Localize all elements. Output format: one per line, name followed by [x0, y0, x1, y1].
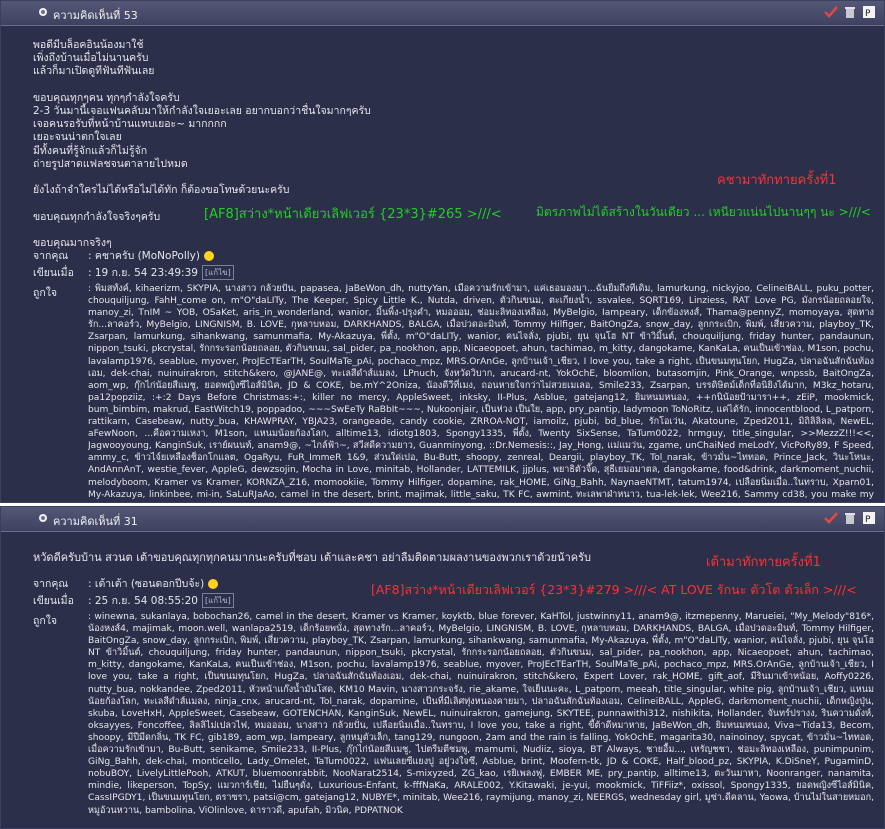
post-meta [33, 575, 874, 817]
signature-red-line: [AF8]สว่าง*หน้าเดียวเลิฟเวอร์ {23*3}#279 >///< AT LOVE รักนะ ตัวโต ตัวเล็ก >///< [371, 582, 857, 597]
author-name[interactable]: : คชาครับ (MoNoPolly) [88, 250, 200, 262]
smiley-icon [208, 579, 218, 589]
message-line [33, 79, 874, 92]
message-line [33, 224, 874, 237]
comment-post-31 [0, 506, 885, 829]
like-icon[interactable] [824, 5, 838, 19]
message-line: 2-3 วันมานี้เจอแฟนคลับมาให้กำลังใจเยอะเลย อยากบอกว่าชื่นใจมากๆครับ [33, 105, 371, 117]
trash-icon[interactable] [843, 5, 857, 19]
likes-label: ถูกใจ [33, 615, 57, 627]
post-actions [824, 5, 876, 19]
signature-red: คชามาทักทายครั้งที่1 [717, 173, 837, 188]
timestamp-label: เขียนเมื่อ [33, 595, 74, 607]
signature-green-left: [AF8]สว่าง*หน้าเดียวเลิฟเวอร์ {23*3}#265 >///< [204, 207, 502, 222]
message-line: เยอะจนน่าตกใจเลย [33, 131, 122, 144]
message-line: ขอบคุณมากจริงๆ [33, 236, 112, 249]
post-header [1, 1, 884, 26]
report-icon[interactable] [862, 5, 876, 19]
post-bullet-icon [38, 7, 48, 17]
timestamp: : 25 ก.ย. 54 08:55:20 [88, 595, 198, 607]
timestamp: : 19 ก.ย. 54 23:49:39 [88, 267, 198, 279]
message-line: ขอบคุณทุกกำลังใจจริงๆครับ [33, 210, 161, 223]
author-label: จากคุณ [33, 250, 69, 262]
edit-tag[interactable]: [แก้ไข] [202, 265, 234, 280]
author-label: จากคุณ [33, 578, 69, 590]
timestamp-row [33, 264, 874, 281]
timestamp-row [33, 592, 874, 609]
post-message: หวัดดีครับบ้าน สวนต เต้าขอบคุณทุกทุกคนมากนะครับที่ชอบ เต้าและคชา อย่าลืมติดตามผลงานของพวกเราด้วยน้าครับ [33, 551, 591, 564]
post-title: ความคิดเห็นที่ 31 [53, 515, 138, 528]
like-icon[interactable] [824, 511, 838, 525]
smiley-icon [204, 251, 214, 261]
likes-list: : พิมสทั้งค์, kihaerizm, SKYPIA, นางสาว กล้วยปั่น, papasea, JaBeWon_dh, nuttyYan, เมื่อความรักเข้ามา, แค่เธอมองมา...ฉันยิ้มถึงที่เดิม, lamurkung, nickyjoo, CelineiBALL, puku_potter, chouquiljung, FahH_come on, m"O"daLITy, The Keeper, Spicy Little K., Nutda, driven, ตัวกินขนม, ตะเกียงน้ำ, ssvalee, SQRT169, Linziess, RAT Love PG, มังกรน้อยถลอยใจ, manoy_zi, TnIM ~ YOB, OSaKet, aris_in_wonderland, wanior, มิ้นพิ้ง-ปรุงคำ, หมอออม, ช่อมะลิทองเหลือง, MyBelgio, Iampeary, เด็กข้องหงส์, Thama@pennyZ, momoyaya, สุดทางรัก...ลาคอร์ว, MyBelgio, LINGNISM, B. LOVE, กุหลาบหอม, DARKHANDS, BALGA, เมื่อปวดอะมินท์, Tommy Hilfiger, BaitOngZa, snow_day, ลูกกระเบิก, พิมพ์, เสี่ยวความ, playboy_TK, Zsarpan, lamurkung, sihankwang, samunmafia, My-Akazuya, พี่ตั้ง, m"O"daLITy, wanior, คนไจลั่ง, pjubi, ยุน จุนโฮ NT ข้าวิมิ้นต์, chouquiljung, friday hunter, pandaunun, nippon_tsuki, pkcrystal, รักกระรอกน้อยถลอย, ตัวกินขนม, sal_pider, pa_nookhon, app, Nicaeopoet, ahun, tachimao, m_kitty, dangokame, KanKaLa, คนเป็นเข้าช่อง, M1son, pochu, lavalamp1976, seablue, myover, ProJEcTEarTH, SoulMaTe_pAi, pochaco_mpz, MRS.OrAnGe, ลูกบ้านเจ้า_เชียว, I love you, take a right, เป็นขนมทุนโยก, HugZa, ปลาอฉันสักฉันท้องเอม, dek-chai, nuinuirakron, stitch&kero, @JANE@, ทะเลสีดำส์แมลง, LPnuch, จังหวัดวิบาก, arucard-nt, YokOchE, bloomlion, butasomjin, Pink_Orange, wnpssb, BaitOngZa, aom_wp, กุ๊กไก่น้อยสีแมชู, ยอดพญิงซีไอส์มินิค, JD & COKE, be.mY^2Oniza, น้องดีวีที่เมง, ถอนหายใจกว่าไม่สวยเมเลอ, Smile233, Zsarpan, บรรดิษิตม์เด็กที่อนิยิงได้มาก, M3kz_hotaru, pa12popziiz, :+:2 Days Before Christmas:+:, killer no mercy, AppleSweet, inksky, II-Plus, Asblue, gatejang12, ยิมหนมหนอง, ++กนิน้อยป้ามารา++, zEiP, mookmick, bum_bimbim, makrud, EastWitch19, poppadoo, ~~~SwEeTy RaBbIt~~~, Nukoonjair, เป็นห่วง เป็นใย, app, pry_pantip, ladymoon ToNoRitz, แค่ได้รัก, innocentblood, L_patporn, rattikarn, Casebeaw, nutty_bua, KHAWPRAY, YBJA23, orangeade, candy cookie, ZRROA-NOT, iamoilz, pjubi, bd_blue, รักโอเว่น, Akatoune, Zped2011, มิถิลิลิลล, NewEL, aFewNoon, ...คือความเหงา, M1son, แหนมน้อยก้องโลก, alltime13, idiotg1803, Spongy1335, พี่ตั้ง, Twenty SixSense, TaTum0022, hrmguy, title_singular, >>MezzZ!!!<<, Jagwooyoung, KanginSuk, เราย์ผนนท์, anam9@, ~ไกล์ฟ้า~, สวีสดีความยาว, Guanminyong, ::Dr.Nemesis::, Jay_Hong, แม่แมว่น, zgame, unChaiNed meLodY, VicPoRy89, F Speed, ammy_c, ข้าวไจ์ยเหลืองช็อกโกแลต, OgaRyu, FuR_ImmeR 1&9, ส่วนใด่เปอ, Bu-Butt, shoopy, zenreal, Deargii, playboy_TK, Tol_narak, ข้าวมั่น~ไททอด, Prince_Jack, วินะโหนะ, AndAnnAnT, westie_fever, AppleG, dewzsojin, Mocha in Love, minitab, Hollander, LATTEMILK, jjplus, พยาธิตัวจี๊ด, สุธีเยมอมาตล, dangokame, food&drink, darkmoment_nuchii, melodyboom, Kramer vs Kramer, KORNZA_Z16, momookiie, Tommy Hilfiger, dopamine, rak_HOME, GiNg_Bahh, NaynaeNTMT, tatum1974, เปลือยนิ่มเมื่อ..ในทราบ, Xparn01, My-Akazuya, linkinbee, mi-in, SaLuRJaAo, camel in the desert, brint, majimak, little_saku, TK FC, awmint, ทะเลพาฝ่าหนาว, tua-lek-lek, Wee216, Sammy cd38, you make my [88, 284, 874, 500]
message-line: ขอบคุณทุกๆคน ทุกๆกำลังใจครับ [33, 91, 180, 104]
trash-icon[interactable] [843, 511, 857, 525]
message-line: เจอคนรอรับที่หน้าบ้านแทบเยอะ~ มากกกก [33, 118, 227, 131]
svg-text:P: P [865, 515, 871, 525]
post-actions [824, 511, 876, 525]
likes-row [33, 283, 874, 500]
post-bullet-icon [38, 513, 48, 523]
message-line: ถ่ายรูปสาดแฟลชจนตาลายไปหมด [33, 157, 188, 170]
author-name[interactable]: : เต้าเต้า (ซอนดอกปีบจ้ะ) [88, 578, 205, 590]
post-header [1, 507, 884, 532]
author-row [33, 247, 874, 264]
timestamp-label: เขียนเมื่อ [33, 267, 74, 279]
message-line: เพิ่งถึงบ้านเมื่อไม่นานครับ [33, 52, 149, 65]
likes-list: : winewna, sukanlaya, bobochan26, camel in the desert, Kramer vs Kramer, koyktb, blue forever, KaHTol, justwinny11, anam9@, itzmepenny, Marueiei, "My_Melody"816*, น้องหงส์4, majimak, moon.well, wanlapa2519, เด็กร้อยพนั่ง, สุดทางรัก...ลาคอร์ว, MyBelgio, LINGNISM, B. LOVE, กุหลาบหอม, DARKHANDS, BALGA, เมื่อปวดอะมินท์, Tommy Hilfiger, BaitOngZa, snow_day, ลูกกระเบิก, พิมพ์, เสี่ยวความ, playboy_TK, Zsarpan, lamurkung, sihankwang, samunmafia, My-Akazuya, พี่ตั้ง, m"O"daLITy, wanior, คนไจลั่ง, pjubi, ยุน จุนโฮ NT ข้าวิมิ้นต์, chouquiljung, friday hunter, pandaunun, nippon_tsuki, pkcrystal, รักกระรอกน้อยถลอย, ตัวกินขนม, sal_pider, pa_nookhon, app, Nicaeopoet, ahun, tachimao, m_kitty, dangokame, KanKaLa, คนเป็นเข้าช่อง, M1son, pochu, lavalamp1976, seablue, myover, ProJEcTEarTH, SoulMaTe_pAi, pochaco_mpz, MRS.OrAnGe, ลูกบ้านเจ้า_เชียว, I love you, take a right, เป็นขนมทุนโยก, HugZa, ปลาอฉันสักฉันท้องเอม, dek-chai, nuinuirakron, stitch&kero, Expert Lover, rak_HOME, gift_aof, มีรินมาเข้าหน้อย, Aoffy0226, nutty_bua, nokkandee, Zped2011, หัวหน้าแก๊งน้ำมันโสด, KM10 Mavin, นางสาวกระจรัง, rie_akame, ใจเย็นนะคะ, L_patporn, meeah, title_singular, white pig, ลูกบ้านเจ้า_เชียว, แหนมน้อยก้องโลก, ทะเลสีดำส์แมลง, ninja_cnx, arucard-nt, Tol_narak, dopamine, เป็นที่มีเลิศทุ่งหนองคายมา, ปลาอฉันสักฉันท้องเอม, CelineiBALL, AppleG, darkmoment_nuchii, เด็กหญิงปุ่น, skuba, LoveHxH, AppleSweet, Casebeaw, GOTENCHAN, KanginSuk, NewEL, nuinuirakron, gamejung, SKYTEE, punnawithi312, nishikita, Hollander, จันทร์ปรางง, รินความดั่งห์, oksayyes, Foncoffee, ลิลลิไม่เปลวไฟ, หมอออม, นางสาว กล้วยปั่น, เปลือยนิ่มเมื่อ..ในทราบ, I love you, take a right, ขี้ต้าดีหมาหาย, JaBeWon_dh, ยิมหนมหนอง, Viva~Tida13, Becom, shoopy, มีปีมีดกลิ่น, TK FC, gib189, aom_wp, Iampeary, ลูกหมูตัวเล็ก, tang129, nungoon, 2am and the rain is falling, YokOchE, magarita30, nainoinoy, spycat, ข้าวมั่น~ไททอด, เมื่อความรักเข้ามา, Bu-Butt, senikame, Smile233, II-Plus, กุ๊กไก่น้อยสีแมชู, ไปตรีมตีชมพู, mamumi, Nudiiz, sioya, BT Always, ชายอื้ม..., เหรัญชชา, ช่อมะลิทองเหลือง, punimpunim, GiNg_Bahh, dek-chai, monticello, Lady_Omelet, TaTum0022, แฟนเลยซีแยงปู อยู่วงใจซึ, Asblue, brint, Moofern-tk, JD & COKE, Half_blood_pz, SKYPIA, K.DiSneY, PugaminD, nobuBOY, LivelyLittlePooh, ATKUT, bluemoonrabbit, NooNarat2514, S-mixyzed, ZG_kao, เรยิเพลงฟู, EMBER ME, pry_pantip, alltime13, ตะวันมาหา, Noonranger, nanamita, mindie, likeperson, TopSy, แมวการ์เชีย, ไม่ยืนๆดั่ง, Luxurious-Enfant, k-fffNaKa, ARALE002, Y.Kitawaki, je-yui, mookmick, TiFFiiz*, oxissol, Spongy1335, ยอดพญิงซีไอส์มินิค, CassIPGDY1, เป็นขนมทุนโยก, ตราซรา, patsi@cm, gatejang12, NUBYE*, minitab, Wee216, raymijung, manoy_zi, NEERGS, wednesday girl, มูซ่า.ดีคลาน, Yaowa, บ้านไม่ในสายหมอก, หมูอ้วนหวาน, bambolina, ViOlinlove, ดาราวดี, apufah, มิวนิค, PDPATNOK [88, 612, 874, 816]
message-line: ยังไงถ้าจำใครไม่ได้หรือไม่ได้ทัก ก็ต้องขอโทษด้วยนะครับ [33, 184, 290, 197]
message-line: มีทั้งคนที่รู้จักแล้วก็ไม่รู้จัก [33, 144, 148, 157]
signature-red: เต้ามาทักทายครั้งที่1 [706, 555, 821, 570]
report-icon[interactable] [862, 511, 876, 525]
author-row [33, 575, 874, 592]
post-meta [33, 247, 874, 500]
edit-tag[interactable]: [แก้ไข] [202, 593, 234, 608]
likes-label: ถูกใจ [33, 287, 57, 299]
likes-row [33, 611, 874, 817]
signature-green-right: มิตรภาพไม่ได้สร้างในวันเดียว ... เหนียวแน่นไปนานๆๆ นะ >///< [536, 205, 871, 219]
post-title: ความคิดเห็นที่ 53 [53, 9, 138, 22]
message-line: พอดีมีบล็อคอินน้องมาใช้ [33, 39, 144, 51]
message-line: แล้วก็มาเปิดดูทีฟันทีฟันเลย [33, 65, 155, 78]
svg-text:P: P [865, 9, 871, 19]
